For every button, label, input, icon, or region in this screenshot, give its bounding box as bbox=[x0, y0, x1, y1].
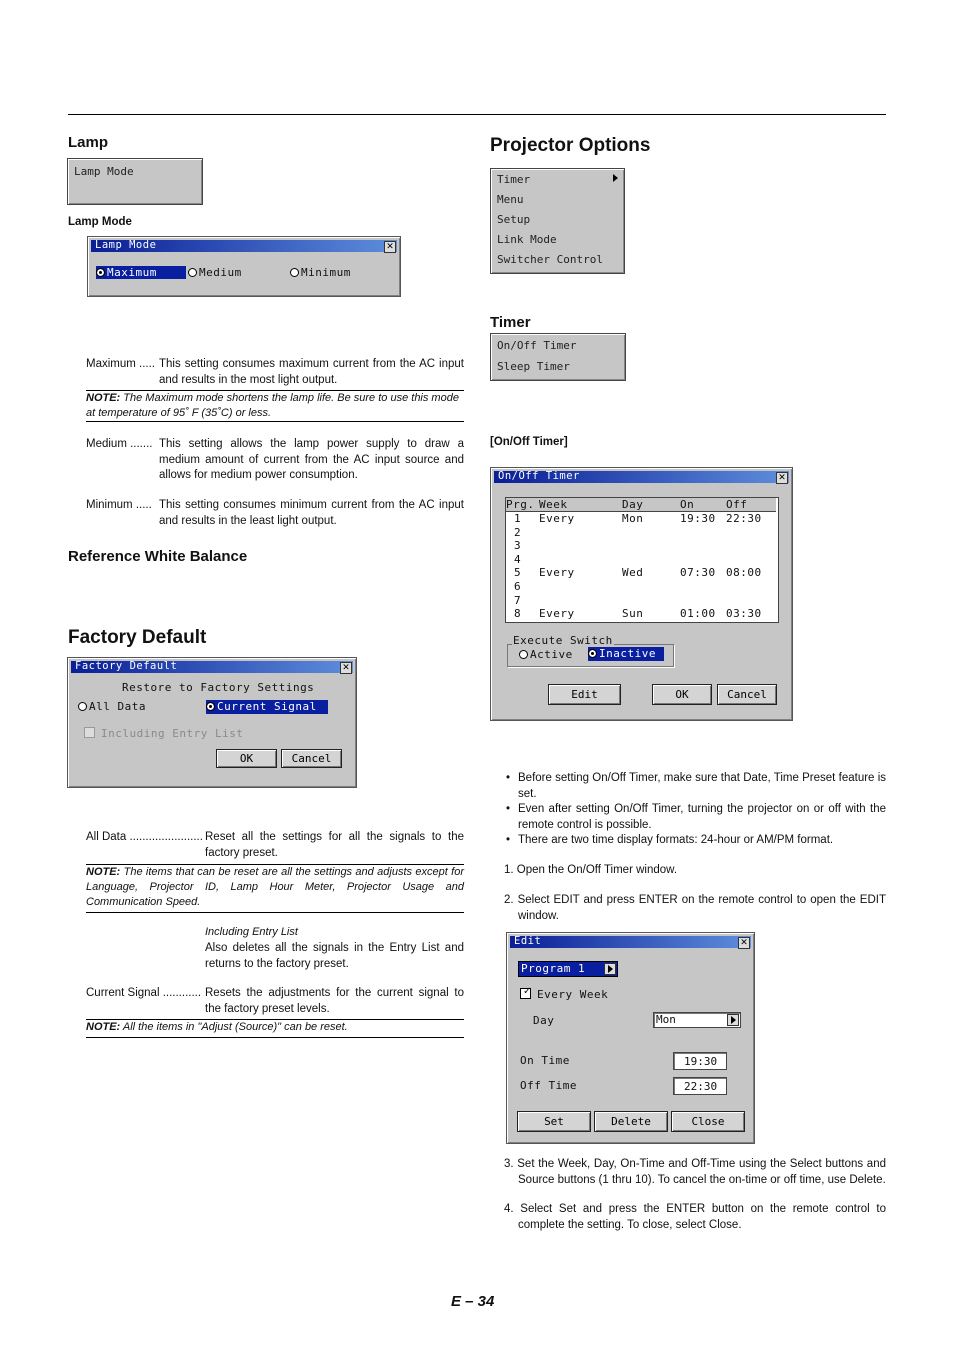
ok-button[interactable]: OK bbox=[216, 749, 277, 768]
step-4: 4. Select Set and press the ENTER button on the remote control to complete the setting. To close, select Close. bbox=[504, 1203, 886, 1231]
delete-button[interactable]: Delete bbox=[594, 1111, 668, 1132]
cancel-button[interactable]: Cancel bbox=[281, 749, 342, 768]
table-body bbox=[506, 512, 776, 621]
top-rule bbox=[68, 114, 886, 115]
close-icon[interactable]: ✕ bbox=[776, 472, 788, 484]
lamp-mode-heading: Lamp Mode bbox=[68, 216, 132, 228]
close-button[interactable]: Close bbox=[671, 1111, 745, 1132]
program-table bbox=[505, 497, 779, 623]
window-title: Edit bbox=[514, 935, 542, 947]
radio-icon bbox=[188, 268, 197, 277]
col-off: Off bbox=[726, 498, 748, 511]
reference-white-heading: Reference White Balance bbox=[68, 548, 248, 565]
radio-icon bbox=[290, 268, 299, 277]
arrow-right-icon bbox=[604, 963, 616, 975]
window-title: Lamp Mode bbox=[95, 239, 157, 251]
window-titlebar bbox=[91, 240, 397, 252]
table-row[interactable]: 7 bbox=[514, 593, 522, 607]
off-time-label: Off Time bbox=[520, 1079, 577, 1092]
table-row[interactable]: 8 Every Sun 01:00 03:30 bbox=[514, 607, 762, 621]
on-time-input[interactable]: 19:30 bbox=[673, 1052, 727, 1070]
radio-icon bbox=[519, 650, 528, 659]
step-2: 2. Select EDIT and press ENTER on the remote control to open the EDIT window. bbox=[504, 894, 886, 922]
list-item: • Even after setting On/Off Timer, turning the projector on or off with the remote control is possible. bbox=[504, 802, 886, 833]
divider bbox=[86, 912, 464, 913]
factory-default-window bbox=[67, 657, 357, 788]
radio-icon bbox=[78, 702, 87, 711]
table-row[interactable]: 2 bbox=[514, 525, 522, 539]
window-titlebar bbox=[510, 936, 751, 948]
radio-selected-icon bbox=[96, 268, 105, 277]
window-titlebar bbox=[71, 661, 353, 673]
page-number: E – 34 bbox=[451, 1293, 495, 1310]
col-day: Day bbox=[622, 498, 644, 511]
table-row[interactable]: 6 bbox=[514, 579, 522, 593]
table-row[interactable]: 5 Every Wed 07:30 08:00 bbox=[514, 566, 762, 580]
note-adjust-source: NOTE: All the items in "Adjust (Source)" can be reset. bbox=[86, 1021, 348, 1033]
on-off-timer-window bbox=[490, 467, 793, 721]
submenu-arrow-icon bbox=[613, 174, 618, 182]
lamp-mode-menu-item[interactable]: Lamp Mode bbox=[74, 165, 134, 178]
alldata-term: All Data ....................... bbox=[86, 831, 203, 843]
factory-default-heading: Factory Default bbox=[68, 627, 207, 648]
on-off-timer-heading: [On/Off Timer] bbox=[490, 436, 568, 448]
ok-button[interactable]: OK bbox=[652, 684, 712, 705]
maximum-desc: This setting consumes maximum current from the AC input and results in the most light output. bbox=[159, 358, 464, 386]
minimum-desc: This setting consumes minimum current from the AC input and results in the least light output. bbox=[159, 499, 464, 527]
window-title: On/Off Timer bbox=[498, 470, 580, 482]
radio-maximum[interactable]: Maximum bbox=[96, 266, 186, 279]
radio-medium[interactable]: Medium bbox=[188, 266, 242, 279]
menu-item-sleep-timer[interactable]: Sleep Timer bbox=[497, 360, 570, 373]
step-1: 1. Open the On/Off Timer window. bbox=[504, 864, 678, 876]
restore-prompt: Restore to Factory Settings bbox=[122, 681, 315, 694]
col-prg: Prg. bbox=[506, 498, 535, 511]
set-button[interactable]: Set bbox=[517, 1111, 591, 1132]
arrow-right-icon bbox=[727, 1014, 739, 1026]
menu-item-on-off-timer[interactable]: On/Off Timer bbox=[497, 339, 577, 352]
lamp-mode-window bbox=[87, 236, 401, 297]
col-on: On bbox=[680, 498, 695, 511]
current-signal-desc: Resets the adjustments for the current signal to the factory preset levels. bbox=[205, 987, 464, 1015]
radio-current-signal[interactable]: Current Signal bbox=[206, 700, 328, 714]
checkbox-icon bbox=[84, 727, 95, 738]
projector-options-heading: Projector Options bbox=[490, 135, 651, 156]
menu-item-setup[interactable]: Setup bbox=[497, 213, 531, 226]
off-time-input[interactable]: 22:30 bbox=[673, 1077, 727, 1095]
timer-notes bbox=[504, 771, 886, 849]
col-week: Week bbox=[539, 498, 568, 511]
table-row[interactable]: 3 bbox=[514, 539, 522, 553]
divider bbox=[86, 1037, 464, 1038]
checkmark-icon: ✓ bbox=[520, 988, 531, 999]
table-row[interactable]: 1 Every Mon 19:30 22:30 bbox=[514, 512, 762, 525]
note-reset-items: NOTE: The items that can be reset are all the settings and adjusts except for Language, Projector ID, Lamp Hour Meter, Projector Usage and Communication Speed. bbox=[86, 866, 464, 908]
radio-selected-icon bbox=[588, 649, 597, 658]
radio-active[interactable]: Active bbox=[519, 648, 573, 661]
entry-list-title: Including Entry List bbox=[205, 926, 298, 938]
medium-desc: This setting allows the lamp power supply to draw a medium amount of current from the AC input source and allows for medium power consumption. bbox=[159, 438, 464, 481]
note-maximum: NOTE: The Maximum mode shortens the lamp life. Be sure to use this mode at temperature of 95˚ F (35˚C) or less. bbox=[86, 392, 459, 419]
table-header bbox=[506, 498, 776, 512]
radio-inactive[interactable]: Inactive bbox=[588, 647, 664, 661]
cancel-button[interactable]: Cancel bbox=[717, 684, 777, 705]
step-3: 3. Set the Week, Day, On-Time and Off-Time using the Select buttons and Source buttons (1 thru 10). To cancel the on-time or off time, use Delete. bbox=[504, 1158, 886, 1186]
window-titlebar bbox=[494, 471, 789, 483]
on-time-label: On Time bbox=[520, 1054, 570, 1067]
menu-item-menu[interactable]: Menu bbox=[497, 193, 524, 206]
day-label: Day bbox=[533, 1014, 555, 1027]
day-select[interactable]: Mon bbox=[653, 1012, 741, 1028]
lamp-heading: Lamp bbox=[68, 134, 109, 151]
program-select[interactable]: Program 1 bbox=[518, 961, 618, 977]
minimum-term: Minimum ..... bbox=[86, 499, 152, 511]
timer-heading: Timer bbox=[490, 314, 531, 331]
divider bbox=[86, 421, 464, 422]
close-icon[interactable]: ✕ bbox=[384, 241, 396, 253]
radio-all-data[interactable]: All Data bbox=[78, 700, 146, 713]
radio-minimum[interactable]: Minimum bbox=[290, 266, 351, 279]
lamp-menu bbox=[67, 158, 203, 205]
including-entry-checkbox: Including Entry List bbox=[84, 727, 243, 740]
table-row[interactable]: 4 bbox=[514, 552, 522, 566]
close-icon[interactable]: ✕ bbox=[738, 937, 750, 949]
close-icon[interactable]: ✕ bbox=[340, 662, 352, 674]
every-week-checkbox[interactable]: ✓ Every Week bbox=[520, 988, 608, 1001]
menu-item-switcher-control[interactable]: Switcher Control bbox=[497, 253, 603, 266]
window-title: Factory Default bbox=[75, 660, 178, 672]
maximum-term: Maximum ..... bbox=[86, 358, 156, 370]
medium-term: Medium ....... bbox=[86, 438, 153, 450]
radio-selected-icon bbox=[206, 702, 215, 711]
execute-switch-label: Execute Switch bbox=[513, 634, 613, 647]
current-signal-term: Current Signal ............ bbox=[86, 987, 202, 999]
menu-item-link-mode[interactable]: Link Mode bbox=[497, 233, 557, 246]
menu-item-timer[interactable]: Timer bbox=[497, 173, 531, 186]
alldata-desc: Reset all the settings for all the signals to the factory preset. bbox=[205, 831, 464, 859]
edit-window bbox=[506, 932, 755, 1144]
timer-menu bbox=[490, 333, 626, 381]
list-item: • There are two time display formats: 24-hour or AM/PM format. bbox=[504, 833, 886, 849]
list-item: • Before setting On/Off Timer, make sure that Date, Time Preset feature is set. bbox=[504, 771, 886, 802]
projector-options-menu bbox=[490, 168, 625, 274]
entry-list-desc: Also deletes all the signals in the Entry List and returns to the factory preset. bbox=[205, 942, 464, 970]
edit-button[interactable]: Edit bbox=[548, 684, 621, 705]
